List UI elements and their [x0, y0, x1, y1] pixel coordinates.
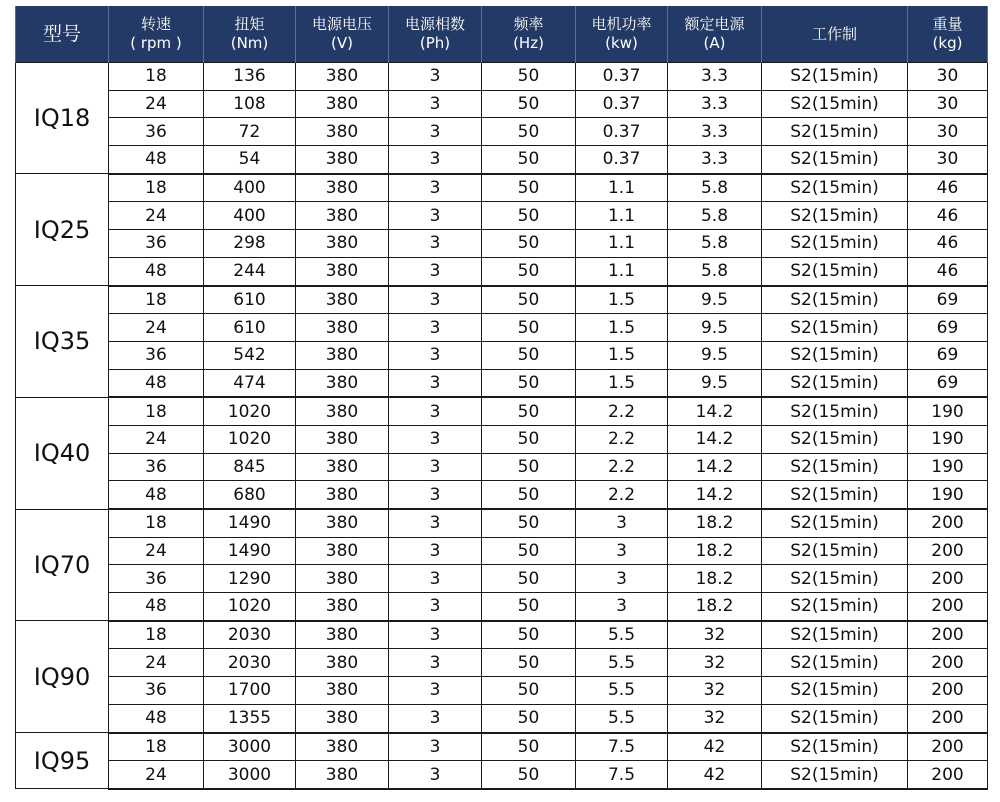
- power-cell: 5.5: [576, 677, 668, 705]
- table-row: [16, 649, 988, 677]
- weight-cell: 190: [908, 481, 988, 509]
- torque-cell: 610: [204, 314, 296, 342]
- speed-cell: 18: [109, 509, 204, 537]
- frequency-cell: 50: [482, 565, 576, 593]
- phase-cell: 3: [389, 341, 482, 369]
- weight-cell: 200: [908, 621, 988, 649]
- power-cell: 5.5: [576, 621, 668, 649]
- current-cell: 5.8: [668, 174, 762, 202]
- power-cell: 1.1: [576, 230, 668, 258]
- table-row: [16, 202, 988, 230]
- phase-cell: 3: [389, 90, 482, 118]
- speed-cell: 36: [109, 341, 204, 369]
- phase-cell: 3: [389, 425, 482, 453]
- torque-cell: 680: [204, 481, 296, 509]
- torque-cell: 610: [204, 286, 296, 314]
- frequency-cell: 50: [482, 286, 576, 314]
- duty-cell: S2(15min): [762, 649, 908, 677]
- table-row: [16, 63, 988, 91]
- phase-cell: 3: [389, 286, 482, 314]
- torque-cell: 1700: [204, 677, 296, 705]
- weight-cell: 200: [908, 537, 988, 565]
- current-cell: 9.5: [668, 314, 762, 342]
- table-row: [16, 314, 988, 342]
- torque-cell: 108: [204, 90, 296, 118]
- power-cell: 2.2: [576, 397, 668, 425]
- speed-cell: 24: [109, 90, 204, 118]
- power-cell: 1.5: [576, 341, 668, 369]
- power-cell: 1.1: [576, 202, 668, 230]
- table-row: [16, 509, 988, 537]
- power-cell: 7.5: [576, 761, 668, 789]
- phase-cell: 3: [389, 146, 482, 174]
- table-row: [16, 174, 988, 202]
- current-cell: 42: [668, 761, 762, 789]
- voltage-cell: 380: [296, 425, 389, 453]
- header-unit: (kg): [932, 34, 963, 52]
- duty-cell: S2(15min): [762, 733, 908, 761]
- speed-cell: 36: [109, 230, 204, 258]
- table-row: [16, 733, 988, 761]
- duty-cell: S2(15min): [762, 481, 908, 509]
- phase-cell: 3: [389, 230, 482, 258]
- table-row: [16, 565, 988, 593]
- power-cell: 3: [576, 593, 668, 621]
- speed-cell: 18: [109, 621, 204, 649]
- table-row: [16, 397, 988, 425]
- speed-cell: 36: [109, 118, 204, 146]
- power-cell: 3: [576, 509, 668, 537]
- phase-cell: 3: [389, 481, 482, 509]
- voltage-cell: 380: [296, 202, 389, 230]
- power-cell: 0.37: [576, 146, 668, 174]
- duty-cell: S2(15min): [762, 509, 908, 537]
- current-cell: 9.5: [668, 341, 762, 369]
- weight-cell: 46: [908, 230, 988, 258]
- power-cell: 3: [576, 565, 668, 593]
- header-unit: (kw): [605, 34, 638, 52]
- current-cell: 14.2: [668, 397, 762, 425]
- table-row: [16, 369, 988, 397]
- frequency-cell: 50: [482, 314, 576, 342]
- weight-cell: 190: [908, 425, 988, 453]
- current-cell: 5.8: [668, 257, 762, 285]
- duty-cell: S2(15min): [762, 397, 908, 425]
- header-name: 转速: [140, 15, 171, 33]
- speed-cell: 18: [109, 733, 204, 761]
- speed-cell: 18: [109, 174, 204, 202]
- model-cell: IQ18: [16, 63, 109, 174]
- torque-cell: 3000: [204, 733, 296, 761]
- header-name: 型号: [42, 22, 81, 45]
- voltage-cell: 380: [296, 509, 389, 537]
- speed-cell: 48: [109, 704, 204, 732]
- current-cell: 14.2: [668, 425, 762, 453]
- torque-cell: 72: [204, 118, 296, 146]
- current-cell: 5.8: [668, 230, 762, 258]
- table-row: [16, 257, 988, 285]
- model-cell: IQ95: [16, 733, 109, 789]
- model-cell: IQ40: [16, 397, 109, 509]
- header-cell-weight: [908, 6, 988, 63]
- phase-cell: 3: [389, 397, 482, 425]
- frequency-cell: 50: [482, 63, 576, 91]
- voltage-cell: 380: [296, 481, 389, 509]
- table-row: [16, 146, 988, 174]
- weight-cell: 46: [908, 202, 988, 230]
- power-cell: 0.37: [576, 118, 668, 146]
- header-unit: (Nm): [230, 34, 269, 52]
- torque-cell: 2030: [204, 621, 296, 649]
- header-cell-torque: [204, 6, 296, 63]
- weight-cell: 69: [908, 369, 988, 397]
- header-name: 电源电压: [311, 15, 372, 33]
- voltage-cell: 380: [296, 369, 389, 397]
- table-row: [16, 230, 988, 258]
- weight-cell: 69: [908, 341, 988, 369]
- weight-cell: 200: [908, 593, 988, 621]
- power-cell: 2.2: [576, 425, 668, 453]
- header-cell-frequency: [482, 6, 576, 63]
- phase-cell: 3: [389, 314, 482, 342]
- duty-cell: S2(15min): [762, 761, 908, 789]
- torque-cell: 845: [204, 453, 296, 481]
- torque-cell: 54: [204, 146, 296, 174]
- power-cell: 7.5: [576, 733, 668, 761]
- speed-cell: 18: [109, 397, 204, 425]
- duty-cell: S2(15min): [762, 63, 908, 91]
- frequency-cell: 50: [482, 257, 576, 285]
- power-cell: 1.5: [576, 314, 668, 342]
- power-cell: 0.37: [576, 90, 668, 118]
- speed-cell: 36: [109, 565, 204, 593]
- speed-cell: 18: [109, 63, 204, 91]
- torque-cell: 244: [204, 257, 296, 285]
- header-name: 额定电源: [684, 15, 745, 33]
- torque-cell: 1020: [204, 397, 296, 425]
- phase-cell: 3: [389, 733, 482, 761]
- phase-cell: 3: [389, 174, 482, 202]
- current-cell: 32: [668, 677, 762, 705]
- speed-cell: 18: [109, 286, 204, 314]
- torque-cell: 2030: [204, 649, 296, 677]
- current-cell: 18.2: [668, 537, 762, 565]
- current-cell: 32: [668, 649, 762, 677]
- spec-table: [15, 6, 988, 790]
- header-name: 重量: [932, 15, 963, 33]
- weight-cell: 190: [908, 397, 988, 425]
- weight-cell: 69: [908, 314, 988, 342]
- current-cell: 18.2: [668, 593, 762, 621]
- current-cell: 3.3: [668, 63, 762, 91]
- phase-cell: 3: [389, 537, 482, 565]
- header-row: [16, 6, 988, 63]
- header-cell-model: [16, 6, 109, 63]
- frequency-cell: 50: [482, 90, 576, 118]
- phase-cell: 3: [389, 509, 482, 537]
- current-cell: 9.5: [668, 286, 762, 314]
- table-row: [16, 677, 988, 705]
- table-row: [16, 481, 988, 509]
- table-row: [16, 537, 988, 565]
- speed-cell: 24: [109, 649, 204, 677]
- speed-cell: 36: [109, 453, 204, 481]
- voltage-cell: 380: [296, 286, 389, 314]
- voltage-cell: 380: [296, 90, 389, 118]
- voltage-cell: 380: [296, 621, 389, 649]
- torque-cell: 298: [204, 230, 296, 258]
- duty-cell: S2(15min): [762, 341, 908, 369]
- speed-cell: 48: [109, 257, 204, 285]
- torque-cell: 3000: [204, 761, 296, 789]
- duty-cell: S2(15min): [762, 453, 908, 481]
- power-cell: 0.37: [576, 63, 668, 91]
- duty-cell: S2(15min): [762, 621, 908, 649]
- phase-cell: 3: [389, 453, 482, 481]
- duty-cell: S2(15min): [762, 202, 908, 230]
- duty-cell: S2(15min): [762, 90, 908, 118]
- phase-cell: 3: [389, 593, 482, 621]
- header-name: 电源相数: [404, 15, 465, 33]
- frequency-cell: 50: [482, 453, 576, 481]
- table-header: [16, 6, 988, 63]
- weight-cell: 30: [908, 63, 988, 91]
- current-cell: 5.8: [668, 202, 762, 230]
- table-row: [16, 425, 988, 453]
- weight-cell: 30: [908, 90, 988, 118]
- table-row: [16, 704, 988, 732]
- table-row: [16, 453, 988, 481]
- frequency-cell: 50: [482, 174, 576, 202]
- header-name: 电机功率: [591, 15, 652, 33]
- weight-cell: 200: [908, 733, 988, 761]
- power-cell: 2.2: [576, 453, 668, 481]
- power-cell: 3: [576, 537, 668, 565]
- duty-cell: S2(15min): [762, 286, 908, 314]
- duty-cell: S2(15min): [762, 704, 908, 732]
- power-cell: 5.5: [576, 704, 668, 732]
- weight-cell: 200: [908, 704, 988, 732]
- voltage-cell: 380: [296, 733, 389, 761]
- weight-cell: 200: [908, 677, 988, 705]
- header-cell-speed: [109, 6, 204, 63]
- header-name: 扭矩: [234, 15, 265, 33]
- header-name: 工作制: [811, 24, 857, 43]
- speed-cell: 24: [109, 202, 204, 230]
- power-cell: 1.5: [576, 286, 668, 314]
- torque-cell: 1490: [204, 537, 296, 565]
- phase-cell: 3: [389, 621, 482, 649]
- speed-cell: 24: [109, 314, 204, 342]
- duty-cell: S2(15min): [762, 593, 908, 621]
- weight-cell: 30: [908, 118, 988, 146]
- frequency-cell: 50: [482, 649, 576, 677]
- current-cell: 14.2: [668, 453, 762, 481]
- table-row: [16, 341, 988, 369]
- model-cell: IQ90: [16, 621, 109, 733]
- voltage-cell: 380: [296, 593, 389, 621]
- current-cell: 32: [668, 704, 762, 732]
- current-cell: 14.2: [668, 481, 762, 509]
- power-cell: 1.1: [576, 257, 668, 285]
- duty-cell: S2(15min): [762, 174, 908, 202]
- header-unit: (V): [331, 34, 353, 52]
- torque-cell: 1290: [204, 565, 296, 593]
- model-cell: IQ70: [16, 509, 109, 621]
- weight-cell: 69: [908, 286, 988, 314]
- frequency-cell: 50: [482, 704, 576, 732]
- frequency-cell: 50: [482, 202, 576, 230]
- weight-cell: 200: [908, 761, 988, 789]
- weight-cell: 200: [908, 649, 988, 677]
- voltage-cell: 380: [296, 230, 389, 258]
- frequency-cell: 50: [482, 621, 576, 649]
- header-cell-current: [668, 6, 762, 63]
- weight-cell: 46: [908, 174, 988, 202]
- power-cell: 1.5: [576, 369, 668, 397]
- voltage-cell: 380: [296, 118, 389, 146]
- duty-cell: S2(15min): [762, 677, 908, 705]
- phase-cell: 3: [389, 761, 482, 789]
- torque-cell: 1490: [204, 509, 296, 537]
- duty-cell: S2(15min): [762, 565, 908, 593]
- speed-cell: 48: [109, 593, 204, 621]
- voltage-cell: 380: [296, 397, 389, 425]
- current-cell: 42: [668, 733, 762, 761]
- table-row: [16, 761, 988, 789]
- frequency-cell: 50: [482, 509, 576, 537]
- table-row: [16, 593, 988, 621]
- weight-cell: 200: [908, 509, 988, 537]
- phase-cell: 3: [389, 565, 482, 593]
- torque-cell: 1020: [204, 593, 296, 621]
- voltage-cell: 380: [296, 257, 389, 285]
- torque-cell: 400: [204, 202, 296, 230]
- frequency-cell: 50: [482, 397, 576, 425]
- phase-cell: 3: [389, 257, 482, 285]
- weight-cell: 46: [908, 257, 988, 285]
- duty-cell: S2(15min): [762, 314, 908, 342]
- speed-cell: 24: [109, 537, 204, 565]
- current-cell: 18.2: [668, 509, 762, 537]
- speed-cell: 36: [109, 677, 204, 705]
- weight-cell: 190: [908, 453, 988, 481]
- frequency-cell: 50: [482, 425, 576, 453]
- model-cell: IQ25: [16, 174, 109, 286]
- voltage-cell: 380: [296, 63, 389, 91]
- phase-cell: 3: [389, 202, 482, 230]
- voltage-cell: 380: [296, 146, 389, 174]
- header-unit: ( rpm ): [130, 34, 182, 52]
- header-cell-duty: [762, 6, 908, 63]
- frequency-cell: 50: [482, 146, 576, 174]
- table-row: [16, 286, 988, 314]
- duty-cell: S2(15min): [762, 146, 908, 174]
- table-row: [16, 90, 988, 118]
- duty-cell: S2(15min): [762, 230, 908, 258]
- phase-cell: 3: [389, 704, 482, 732]
- model-cell: IQ35: [16, 286, 109, 398]
- header-cell-voltage: [296, 6, 389, 63]
- frequency-cell: 50: [482, 481, 576, 509]
- phase-cell: 3: [389, 118, 482, 146]
- frequency-cell: 50: [482, 341, 576, 369]
- torque-cell: 1020: [204, 425, 296, 453]
- frequency-cell: 50: [482, 369, 576, 397]
- current-cell: 3.3: [668, 118, 762, 146]
- frequency-cell: 50: [482, 230, 576, 258]
- phase-cell: 3: [389, 677, 482, 705]
- voltage-cell: 380: [296, 761, 389, 789]
- torque-cell: 400: [204, 174, 296, 202]
- voltage-cell: 380: [296, 314, 389, 342]
- frequency-cell: 50: [482, 118, 576, 146]
- frequency-cell: 50: [482, 677, 576, 705]
- current-cell: 18.2: [668, 565, 762, 593]
- current-cell: 9.5: [668, 369, 762, 397]
- speed-cell: 48: [109, 481, 204, 509]
- torque-cell: 136: [204, 63, 296, 91]
- table-row: [16, 118, 988, 146]
- phase-cell: 3: [389, 649, 482, 677]
- current-cell: 3.3: [668, 146, 762, 174]
- speed-cell: 24: [109, 761, 204, 789]
- table-body: [16, 63, 988, 789]
- speed-cell: 24: [109, 425, 204, 453]
- duty-cell: S2(15min): [762, 118, 908, 146]
- voltage-cell: 380: [296, 677, 389, 705]
- weight-cell: 200: [908, 565, 988, 593]
- frequency-cell: 50: [482, 733, 576, 761]
- voltage-cell: 380: [296, 649, 389, 677]
- power-cell: 2.2: [576, 481, 668, 509]
- table-row: [16, 621, 988, 649]
- voltage-cell: 380: [296, 341, 389, 369]
- voltage-cell: 380: [296, 704, 389, 732]
- power-cell: 1.1: [576, 174, 668, 202]
- frequency-cell: 50: [482, 593, 576, 621]
- voltage-cell: 380: [296, 174, 389, 202]
- header-cell-phase: [389, 6, 482, 63]
- frequency-cell: 50: [482, 761, 576, 789]
- frequency-cell: 50: [482, 537, 576, 565]
- voltage-cell: 380: [296, 453, 389, 481]
- header-cell-power: [576, 6, 668, 63]
- torque-cell: 1355: [204, 704, 296, 732]
- voltage-cell: 380: [296, 565, 389, 593]
- duty-cell: S2(15min): [762, 257, 908, 285]
- phase-cell: 3: [389, 63, 482, 91]
- voltage-cell: 380: [296, 537, 389, 565]
- weight-cell: 30: [908, 146, 988, 174]
- current-cell: 3.3: [668, 90, 762, 118]
- duty-cell: S2(15min): [762, 369, 908, 397]
- header-name: 频率: [513, 15, 544, 33]
- header-unit: (A): [703, 34, 726, 52]
- phase-cell: 3: [389, 369, 482, 397]
- torque-cell: 542: [204, 341, 296, 369]
- speed-cell: 48: [109, 146, 204, 174]
- torque-cell: 474: [204, 369, 296, 397]
- duty-cell: S2(15min): [762, 537, 908, 565]
- speed-cell: 48: [109, 369, 204, 397]
- header-unit: (Hz): [513, 34, 544, 52]
- duty-cell: S2(15min): [762, 425, 908, 453]
- power-cell: 5.5: [576, 649, 668, 677]
- current-cell: 32: [668, 621, 762, 649]
- header-unit: (Ph): [419, 34, 451, 52]
